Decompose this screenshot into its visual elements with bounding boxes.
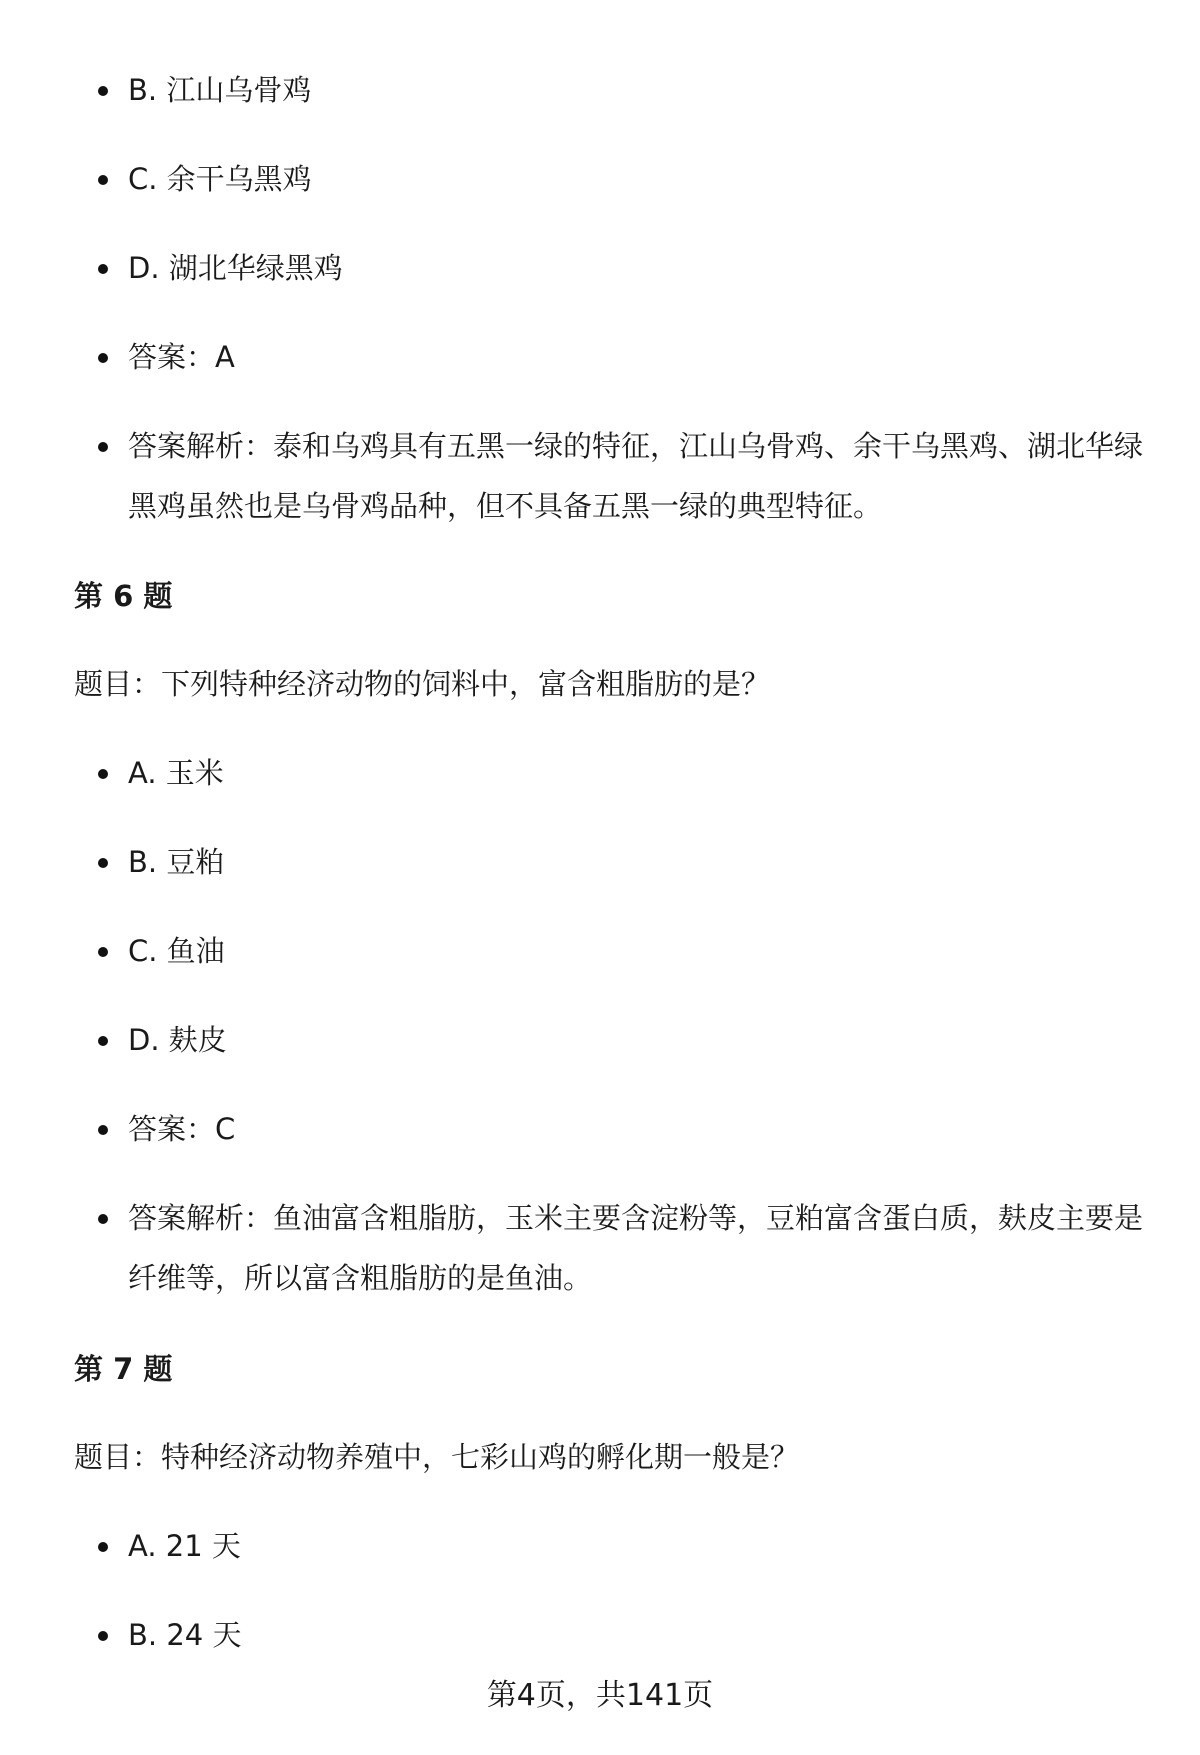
page-number: 第4页，共141页	[486, 1678, 714, 1713]
list-item: B. 豆粕	[128, 832, 1146, 892]
list-item: B. 江山乌骨鸡	[128, 60, 1146, 120]
list-item: D. 湖北华绿黑鸡	[128, 238, 1146, 298]
question-stem: 题目：特种经济动物养殖中，七彩山鸡的孵化期一般是？	[74, 1440, 800, 1474]
list-item: C. 鱼油	[128, 921, 1146, 981]
answer-item: 答案：C	[128, 1099, 1146, 1159]
question-heading: 第 6 题	[74, 579, 173, 613]
list-item: B. 24 天	[128, 1605, 1146, 1665]
list-item: D. 麸皮	[128, 1010, 1146, 1070]
question-heading: 第 7 题	[74, 1352, 173, 1386]
answer-item: 答案：A	[128, 327, 1146, 387]
list-item: A. 玉米	[128, 743, 1146, 803]
list-item: A. 21 天	[128, 1516, 1146, 1576]
analysis-item: 答案解析：鱼油富含粗脂肪，玉米主要含淀粉等，豆粕富含蛋白质，麸皮主要是纤维等，所以富含粗脂肪的是鱼油。	[128, 1188, 1146, 1308]
list-item: C. 余干乌黑鸡	[128, 149, 1146, 209]
analysis-item: 答案解析：泰和乌鸡具有五黑一绿的特征，江山乌骨鸡、余干乌黑鸡、湖北华绿黑鸡虽然也是乌骨鸡品种，但不具备五黑一绿的典型特征。	[128, 416, 1146, 536]
question-stem: 题目：下列特种经济动物的饲料中，富含粗脂肪的是？	[74, 667, 771, 701]
